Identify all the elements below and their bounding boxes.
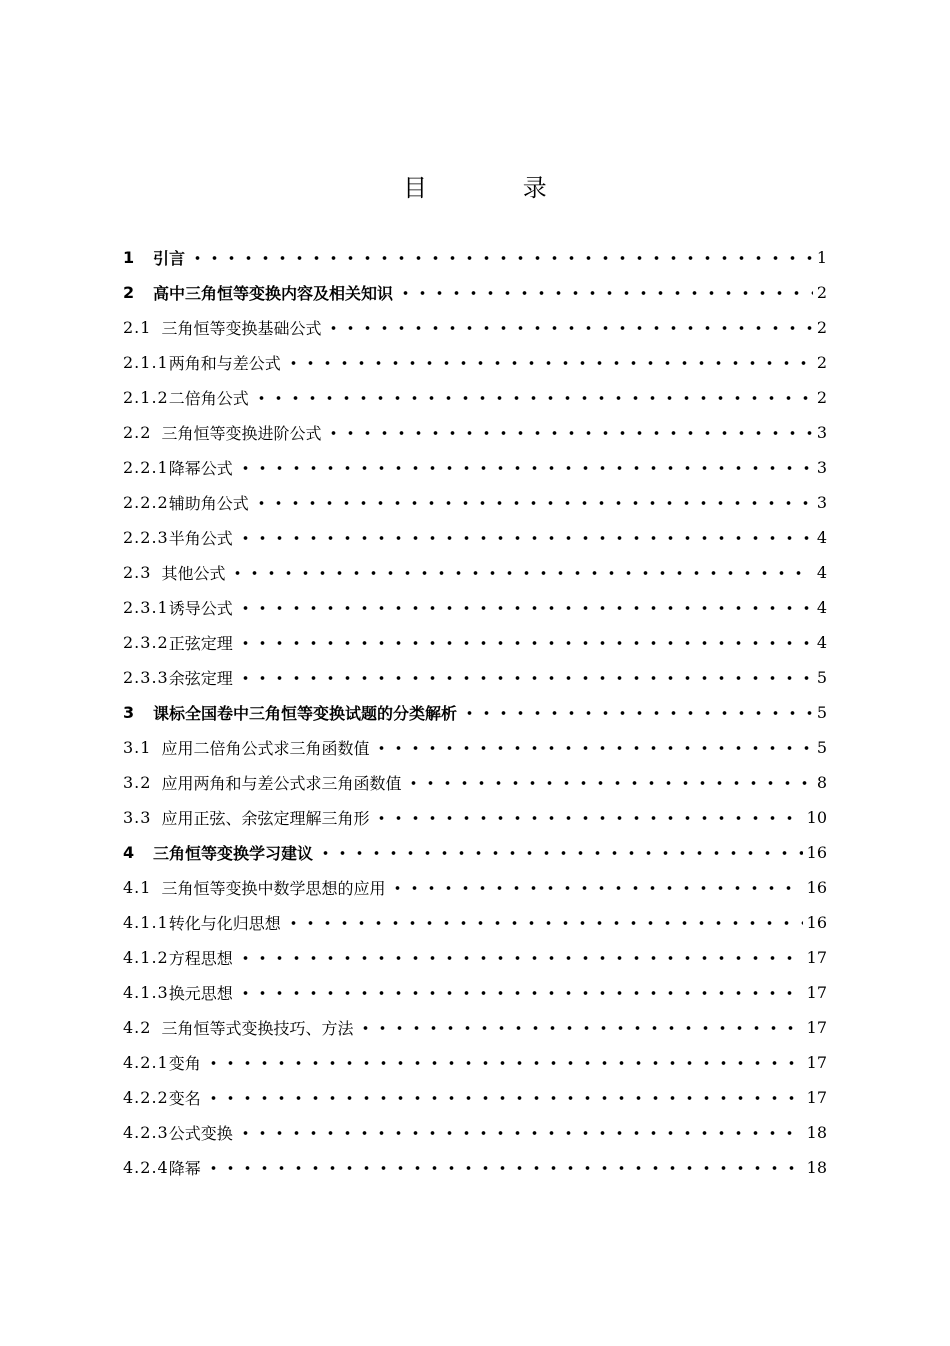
toc-entry[interactable]: [123, 1045, 827, 1080]
toc-entry-title: 公式变换: [168, 1124, 233, 1143]
toc-entry[interactable]: [123, 310, 827, 345]
toc-entry[interactable]: [123, 800, 827, 835]
toc-entry[interactable]: [123, 380, 827, 415]
toc-entry-title: 课标全国卷中三角恒等变换试题的分类解析: [153, 704, 458, 723]
toc-entry-number: 3.1: [123, 738, 152, 757]
toc-entry[interactable]: [123, 240, 827, 275]
toc-entry-number: 2.3.1: [123, 598, 169, 617]
toc-entry-page-number: 5: [816, 668, 827, 687]
dot-leader: [237, 605, 813, 611]
toc-entry[interactable]: [123, 695, 827, 730]
toc-entry-page-number: 5: [816, 703, 827, 722]
toc-entry-page-number: 16: [806, 913, 827, 932]
toc-entry[interactable]: [123, 520, 827, 555]
dot-leader: [317, 850, 803, 856]
toc-entry-title: 辅助角公式: [168, 494, 249, 513]
toc-entry[interactable]: [123, 660, 827, 695]
toc-entry[interactable]: [123, 625, 827, 660]
toc-entry-title: 高中三角恒等变换内容及相关知识: [153, 284, 394, 303]
dot-leader: [325, 430, 812, 436]
toc-entry-page-number: 18: [806, 1158, 827, 1177]
toc-entry-page-number: 2: [816, 318, 827, 337]
toc-entry[interactable]: [123, 765, 827, 800]
toc-entry-page-number: 18: [806, 1123, 827, 1142]
toc-entry-number: 4: [123, 843, 136, 862]
toc-entry-title: 应用二倍角公式求三角函数值: [161, 739, 370, 758]
dot-leader: [237, 955, 803, 961]
dot-leader: [405, 780, 812, 786]
toc-entry-title: 转化与化归思想: [168, 914, 281, 933]
toc-entry-number: 4.2.1: [123, 1053, 169, 1072]
toc-entry[interactable]: [123, 555, 827, 590]
toc-entry-title: 三角恒等变换基础公式: [161, 319, 322, 338]
toc-entry[interactable]: [123, 415, 827, 450]
toc-entry-title: 三角恒等变换进阶公式: [161, 424, 322, 443]
dot-leader: [373, 745, 812, 751]
toc-entry-title: 二倍角公式: [168, 389, 249, 408]
dot-leader: [285, 920, 803, 926]
toc-entry[interactable]: [123, 730, 827, 765]
toc-entry-number: 2.3.3: [123, 668, 169, 687]
toc-entry-title: 降幂: [168, 1159, 201, 1178]
toc-entry-page-number: 4: [816, 563, 827, 582]
dot-leader: [237, 465, 813, 471]
toc-entry-title: 换元思想: [168, 984, 233, 1003]
toc-entry-title: 应用正弦、余弦定理解三角形: [161, 809, 370, 828]
toc-entry-page-number: 5: [816, 738, 827, 757]
toc-entry-title: 三角恒等变换学习建议: [153, 844, 314, 863]
toc-entry-page-number: 2: [816, 283, 827, 302]
dot-leader: [205, 1060, 803, 1066]
dot-leader: [461, 710, 813, 716]
dot-leader: [373, 815, 802, 821]
toc-entry[interactable]: [123, 975, 827, 1010]
dot-leader: [237, 640, 813, 646]
toc-entry-number: 2.3.2: [123, 633, 169, 652]
dot-leader: [189, 255, 813, 261]
toc-entry-title: 半角公式: [168, 529, 233, 548]
toc-entry[interactable]: [123, 485, 827, 520]
toc-entry[interactable]: [123, 835, 827, 870]
toc-entry[interactable]: [123, 275, 827, 310]
toc-entry-title: 三角恒等式变换技巧、方法: [161, 1019, 354, 1038]
toc-entry-number: 2.2: [123, 423, 152, 442]
dot-leader: [237, 675, 813, 681]
toc-entry[interactable]: [123, 590, 827, 625]
toc-entry-page-number: 4: [816, 633, 827, 652]
toc-entry-title: 变角: [168, 1054, 201, 1073]
toc-entry-number: 4.1: [123, 878, 152, 897]
toc-entry-page-number: 17: [806, 948, 827, 967]
dot-leader: [357, 1025, 802, 1031]
toc-entry-number: 2.2.1: [123, 458, 169, 477]
toc-entry-title: 引言: [153, 249, 186, 268]
toc-entry[interactable]: [123, 1010, 827, 1045]
toc-entry-title: 三角恒等变换中数学思想的应用: [161, 879, 386, 898]
toc-entry-number: 4.2.4: [123, 1158, 169, 1177]
toc-entry-page-number: 10: [806, 808, 827, 827]
toc-entry-page-number: 17: [806, 1053, 827, 1072]
toc-entry-number: 3.3: [123, 808, 152, 827]
toc-entry-page-number: 3: [816, 458, 827, 477]
dot-leader: [325, 325, 812, 331]
toc-entry-title: 余弦定理: [168, 669, 233, 688]
toc-entry[interactable]: [123, 1115, 827, 1150]
toc-entry-number: 3: [123, 703, 136, 722]
table-of-contents: [123, 240, 827, 1185]
toc-entry-page-number: 16: [806, 878, 827, 897]
toc-entry-title: 应用两角和与差公式求三角函数值: [161, 774, 402, 793]
toc-entry[interactable]: [123, 940, 827, 975]
toc-entry-page-number: 17: [806, 1088, 827, 1107]
toc-entry-title: 变名: [168, 1089, 201, 1108]
dot-leader: [205, 1165, 803, 1171]
toc-entry-title: 其他公式: [161, 564, 226, 583]
dot-leader: [397, 290, 813, 296]
toc-entry-number: 4.1.2: [123, 948, 169, 967]
toc-entry-number: 1: [123, 248, 136, 267]
toc-entry-number: 3.2: [123, 773, 152, 792]
page-title: 目 录: [403, 174, 591, 202]
toc-entry-title: 两角和与差公式: [168, 354, 281, 373]
toc-entry[interactable]: [123, 870, 827, 905]
toc-entry-number: 2.1.1: [123, 353, 169, 372]
toc-entry-page-number: 4: [816, 598, 827, 617]
toc-entry-number: 4.2: [123, 1018, 152, 1037]
toc-entry-page-number: 3: [816, 423, 827, 442]
dot-leader: [237, 990, 803, 996]
dot-leader: [389, 885, 802, 891]
toc-entry-page-number: 3: [816, 493, 827, 512]
dot-leader: [205, 1095, 803, 1101]
dot-leader: [237, 1130, 803, 1136]
toc-entry-title: 方程思想: [168, 949, 233, 968]
toc-entry-number: 2.1.2: [123, 388, 169, 407]
toc-entry-page-number: 2: [816, 388, 827, 407]
toc-entry-number: 2.2.2: [123, 493, 169, 512]
toc-entry-title: 正弦定理: [168, 634, 233, 653]
toc-entry-page-number: 17: [806, 1018, 827, 1037]
toc-entry-page-number: 4: [816, 528, 827, 547]
toc-entry-page-number: 8: [816, 773, 827, 792]
toc-entry-page-number: 1: [816, 248, 827, 267]
toc-entry-number: 4.2.3: [123, 1123, 169, 1142]
toc-entry-number: 2.3: [123, 563, 152, 582]
toc-entry-number: 2.2.3: [123, 528, 169, 547]
toc-entry-page-number: 16: [806, 843, 827, 862]
toc-entry[interactable]: [123, 345, 827, 380]
dot-leader: [285, 360, 813, 366]
toc-entry-title: 诱导公式: [168, 599, 233, 618]
dot-leader: [229, 570, 812, 576]
dot-leader: [253, 500, 813, 506]
toc-entry-number: 4.1.3: [123, 983, 169, 1002]
toc-entry-title: 降幂公式: [168, 459, 233, 478]
dot-leader: [237, 535, 813, 541]
toc-entry-page-number: 17: [806, 983, 827, 1002]
toc-entry-number: 4.2.2: [123, 1088, 169, 1107]
toc-entry[interactable]: [123, 1150, 827, 1185]
toc-entry-page-number: 2: [816, 353, 827, 372]
toc-entry[interactable]: [123, 905, 827, 940]
toc-entry-number: 2.1: [123, 318, 152, 337]
dot-leader: [253, 395, 813, 401]
toc-entry[interactable]: [123, 450, 827, 485]
toc-entry[interactable]: [123, 1080, 827, 1115]
toc-entry-number: 4.1.1: [123, 913, 169, 932]
toc-entry-number: 2: [123, 283, 136, 302]
